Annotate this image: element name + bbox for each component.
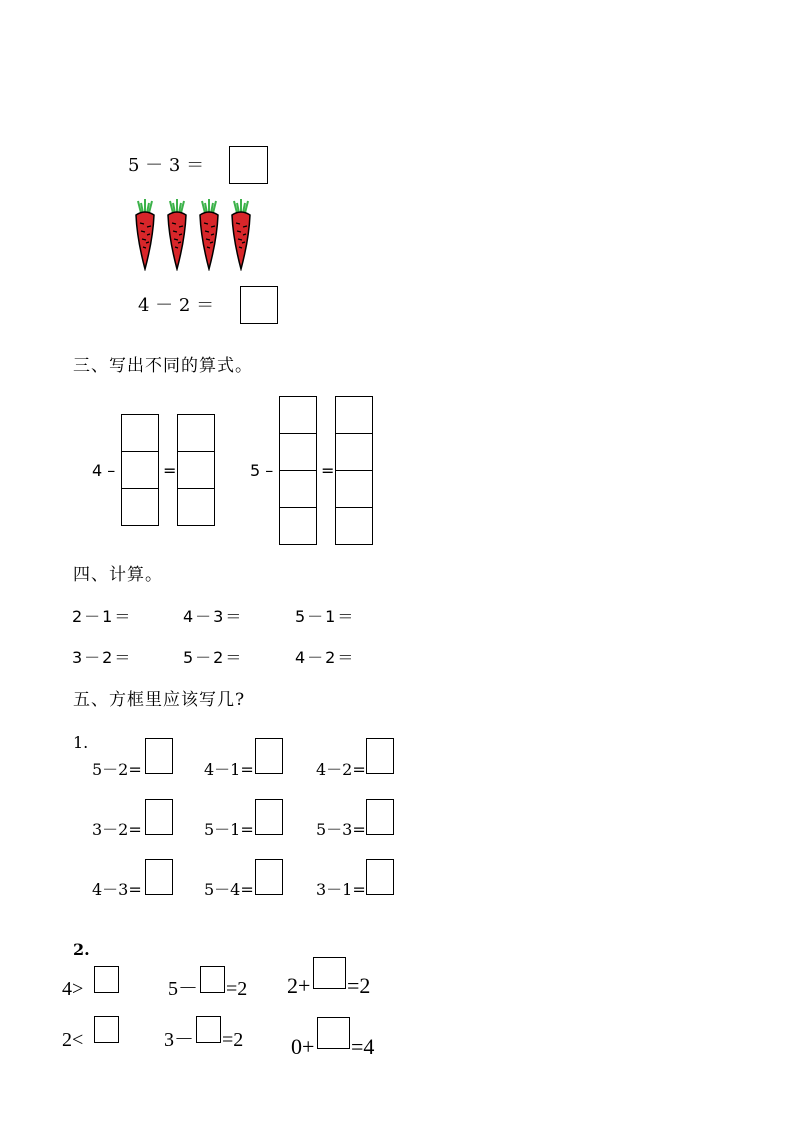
missing-eq-post: =2: [347, 973, 371, 998]
fill-box[interactable]: [255, 859, 283, 895]
equation-4-minus-2: 4 － 2 ＝: [138, 295, 215, 316]
fill-box[interactable]: [366, 859, 394, 895]
missing-box[interactable]: [313, 957, 346, 989]
fill-box[interactable]: [145, 738, 173, 774]
carrot-icon: [232, 199, 250, 269]
fill-box[interactable]: [366, 799, 394, 835]
fill-box[interactable]: [145, 799, 173, 835]
section-3-title: 三、写出不同的算式。: [73, 356, 253, 376]
fill-equation: 4－1=: [204, 760, 254, 779]
fill-equation: 5－2=: [92, 760, 142, 779]
fill-box[interactable]: [366, 738, 394, 774]
calc-item: 4－2＝: [295, 648, 356, 667]
compare-4-greater: 4>: [62, 978, 84, 1000]
fill-equation: 3－1=: [316, 880, 366, 899]
compare-box[interactable]: [94, 1016, 119, 1043]
stack-right-cell[interactable]: [279, 470, 317, 508]
fill-box[interactable]: [255, 799, 283, 835]
missing-box[interactable]: [200, 966, 225, 993]
carrot-icon: [168, 199, 186, 269]
missing-box[interactable]: [196, 1016, 221, 1043]
calc-item: 5－2＝: [183, 648, 244, 667]
part-1-label: 1.: [73, 733, 89, 752]
fill-equation: 5－4=: [204, 880, 254, 899]
missing-eq-post: =2: [222, 1029, 244, 1051]
stack-left-cell[interactable]: [121, 488, 159, 526]
fill-equation: 4－3=: [92, 880, 142, 899]
fill-equation: 3－2=: [92, 820, 142, 839]
missing-eq-post: =2: [226, 978, 248, 1000]
fill-equation: 5－1=: [204, 820, 254, 839]
stack-right-lead: 5 –: [250, 461, 274, 480]
stack-left-result-cell[interactable]: [177, 451, 215, 489]
stack-right-cell[interactable]: [279, 396, 317, 434]
carrot-icon-set: [132, 199, 262, 271]
stack-right-result-cell[interactable]: [335, 396, 373, 434]
missing-eq-pre: 5－: [168, 978, 198, 1000]
stack-left-cell[interactable]: [121, 451, 159, 489]
part-2-label: 2.: [73, 940, 90, 959]
stack-left-result-cell[interactable]: [177, 414, 215, 452]
stack-left-lead: 4 –: [92, 461, 116, 480]
stack-left-equals: =: [163, 461, 177, 480]
stack-left-cell[interactable]: [121, 414, 159, 452]
equation-5-minus-3: 5 － 3 ＝: [128, 155, 205, 176]
carrot-icon: [136, 199, 154, 269]
compare-box[interactable]: [94, 966, 119, 993]
stack-right-result-cell[interactable]: [335, 433, 373, 471]
section-4-title: 四、计算。: [73, 565, 163, 585]
missing-eq-post: =4: [351, 1034, 375, 1059]
stack-right-result-cell[interactable]: [335, 507, 373, 545]
calc-item: 2－1＝: [72, 607, 133, 626]
carrot-icon: [200, 199, 218, 269]
stack-right-result-cell[interactable]: [335, 470, 373, 508]
fill-equation: 5－3=: [316, 820, 366, 839]
calc-item: 4－3＝: [183, 607, 244, 626]
stack-right-equals: =: [321, 461, 335, 480]
fill-box[interactable]: [255, 738, 283, 774]
missing-box[interactable]: [317, 1017, 350, 1049]
answer-box-eq1[interactable]: [229, 146, 268, 184]
fill-box[interactable]: [145, 859, 173, 895]
missing-eq-pre: 2+: [287, 973, 311, 998]
calc-item: 5－1＝: [295, 607, 356, 626]
missing-eq-pre: 0+: [291, 1034, 315, 1059]
missing-eq-pre: 3－: [164, 1029, 194, 1051]
compare-2-less: 2<: [62, 1029, 84, 1051]
answer-box-eq2[interactable]: [240, 286, 278, 324]
fill-equation: 4－2=: [316, 760, 366, 779]
section-5-title: 五、方框里应该写几?: [73, 690, 246, 710]
stack-right-cell[interactable]: [279, 507, 317, 545]
stack-right-cell[interactable]: [279, 433, 317, 471]
carrot-group: [132, 199, 262, 271]
stack-left-result-cell[interactable]: [177, 488, 215, 526]
calc-item: 3－2＝: [72, 648, 133, 667]
